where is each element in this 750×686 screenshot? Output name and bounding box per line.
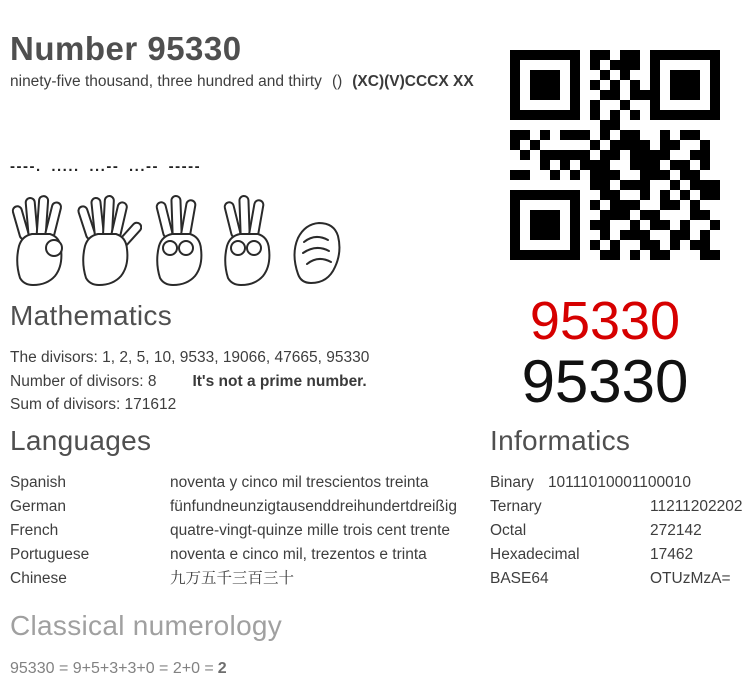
- language-value: quatre-vingt-quinze mille trois cent trente: [170, 522, 450, 539]
- informatics-heading: Informatics: [490, 425, 631, 456]
- divisors-line: The divisors: 1, 2, 5, 10, 9533, 19066, 47665, 95330: [10, 349, 370, 366]
- languages-table: [10, 471, 475, 591]
- table-row: [10, 495, 475, 519]
- words-text: ninety-five thousand, three hundred and thirty: [10, 73, 322, 90]
- number-display-black: 95330: [521, 348, 689, 415]
- table-row: [10, 567, 475, 591]
- sum-of-divisors-line: Sum of divisors: 171612: [10, 396, 177, 413]
- language-label: Chinese: [10, 570, 67, 587]
- informatics-value: 10111010001100010: [547, 474, 692, 491]
- informatics-value: 17462: [650, 546, 694, 563]
- qr-code: [510, 50, 720, 260]
- informatics-value: 272142: [650, 522, 702, 539]
- sign-language-9-icon: [8, 192, 70, 287]
- informatics-label: Octal: [490, 522, 527, 539]
- divisor-count-line: Number of divisors: 8 It's not a prime number.: [10, 372, 367, 390]
- sign-language-hands: [8, 192, 344, 287]
- roman-numeral: (XC)(V)CCCX XX: [352, 73, 474, 90]
- sign-language-5-icon: [76, 192, 142, 287]
- language-label: Portuguese: [10, 546, 90, 563]
- language-value: fünfundneunzigtausenddreihundertdreißig: [170, 498, 457, 515]
- sign-language-3-icon: [216, 192, 278, 287]
- informatics-label: Binary: [490, 474, 534, 491]
- table-row: [490, 471, 745, 495]
- informatics-table: [490, 471, 745, 591]
- mathematics-heading: Mathematics: [10, 300, 173, 331]
- table-row: [490, 495, 745, 519]
- prime-note: It's not a prime number.: [192, 372, 367, 390]
- languages-heading: Languages: [10, 425, 152, 456]
- table-row: [10, 543, 475, 567]
- informatics-label: Ternary: [490, 498, 542, 515]
- mathematics-facts: [10, 346, 369, 417]
- morse-code: ----. ..... ...-- ...-- -----: [10, 158, 202, 175]
- table-row: [490, 519, 745, 543]
- number-in-words: [10, 70, 478, 93]
- language-label: French: [10, 522, 59, 539]
- informatics-label: Hexadecimal: [490, 546, 580, 563]
- language-label: Spanish: [10, 474, 67, 491]
- language-label: German: [10, 498, 66, 515]
- sign-language-0-icon: [284, 192, 344, 287]
- informatics-label: BASE64: [490, 570, 549, 587]
- numerology-result: 2: [217, 660, 227, 677]
- sign-language-3-icon: [148, 192, 210, 287]
- page-title: Number 95330: [10, 30, 242, 68]
- empty-parentheses: (): [331, 73, 343, 90]
- language-value: 九万五千三百三十: [170, 570, 295, 587]
- table-row: [490, 543, 745, 567]
- table-row: [490, 567, 745, 591]
- numerology-heading: Classical numerology: [10, 610, 283, 641]
- number-display-red: 95330: [529, 291, 681, 351]
- table-row: [10, 471, 475, 495]
- language-value: noventa y cinco mil trescientos treinta: [170, 474, 429, 491]
- informatics-value: 11211202202: [650, 498, 743, 515]
- table-row: [10, 519, 475, 543]
- informatics-value: OTUzMzA=: [650, 570, 731, 587]
- language-value: noventa e cinco mil, trezentos e trinta: [170, 546, 427, 563]
- numerology-formula: 95330 = 9+5+3+3+0 = 2+0 = 2: [10, 660, 227, 677]
